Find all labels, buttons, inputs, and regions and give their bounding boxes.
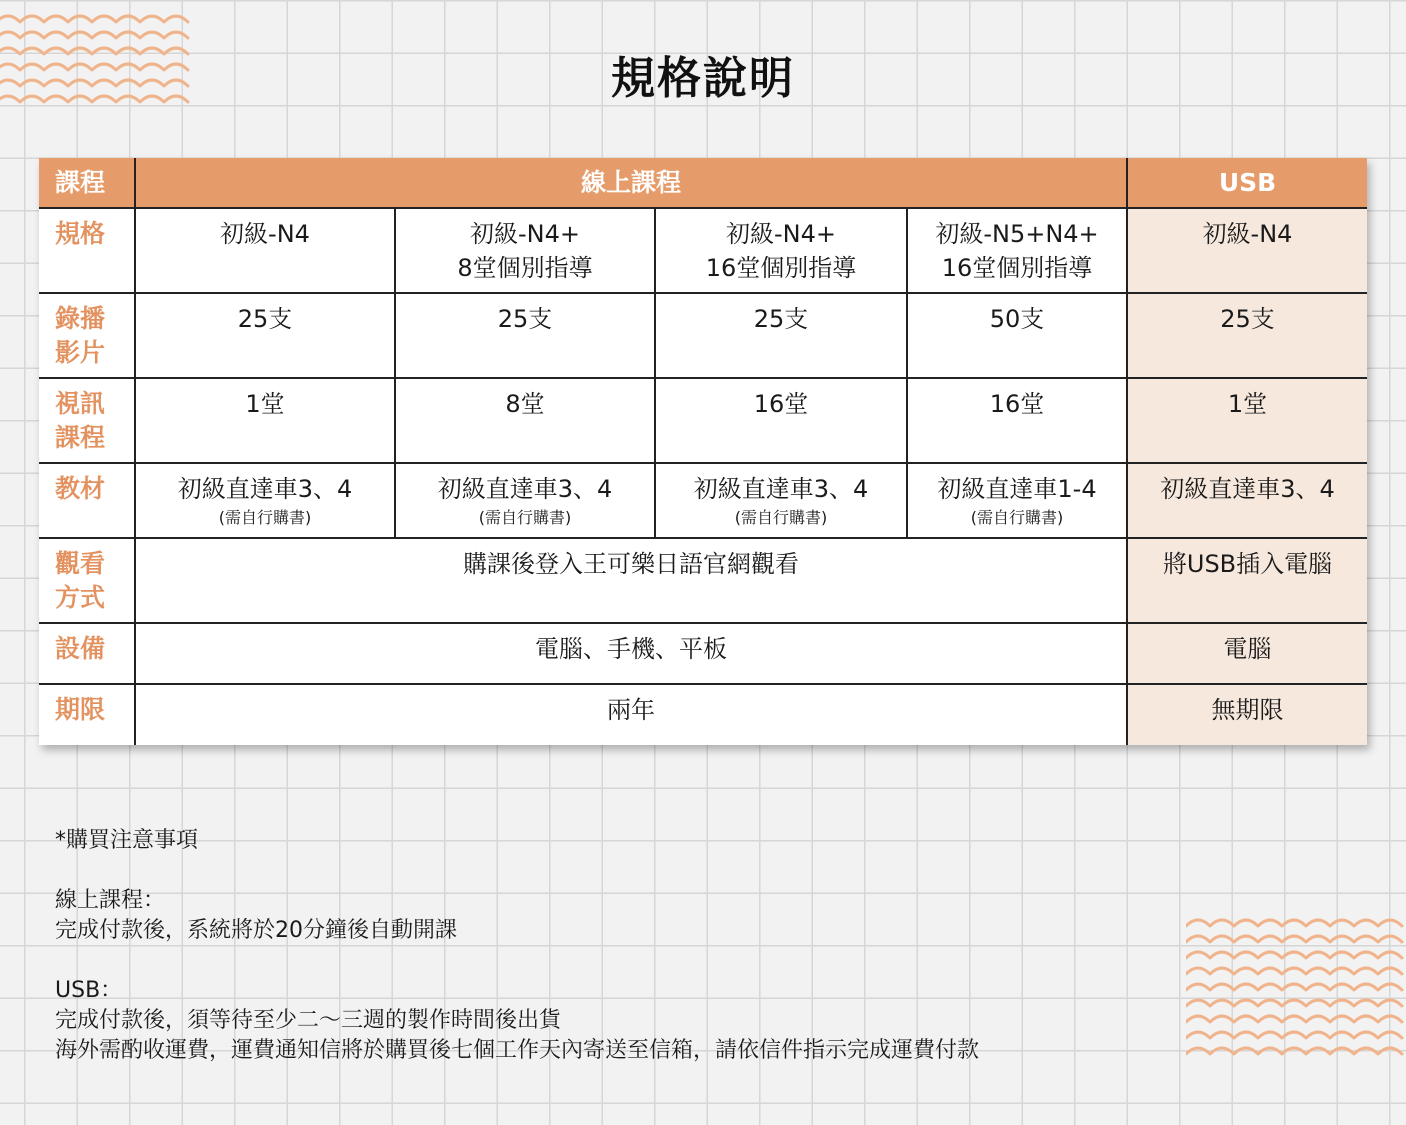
notes-heading: *購買注意事項 <box>55 828 199 853</box>
row-label-live <box>39 378 135 463</box>
cell-material-usb: 初級直達車3、4 <box>1127 463 1367 538</box>
cell-live-c3: 16堂 <box>655 378 907 463</box>
cell-material-c3-title: 初級直達車3、4 <box>693 475 869 503</box>
cell-spec-c2 <box>395 208 655 293</box>
cell-material-c4-title: 初級直達車1-4 <box>937 475 1097 503</box>
row-label-viewing <box>39 538 135 623</box>
cell-spec-c4 <box>907 208 1127 293</box>
cell-material-c3 <box>655 463 907 538</box>
notes-online-line: 完成付款後，系統將於20分鐘後自動開課 <box>55 918 457 943</box>
notes-usb-line1: 完成付款後，須等待至少二～三週的製作時間後出貨 <box>55 1008 562 1033</box>
cell-spec-c3 <box>655 208 907 293</box>
notes-usb-line2: 海外需酌收運費，運費通知信將於購買後七個工作天內寄送至信箱，請依信件指示完成運費付款 <box>55 1038 980 1063</box>
cell-material-c2-note: (需自行購書) <box>478 508 572 527</box>
row-label-viewing-line2: 方式 <box>55 583 106 612</box>
page-title: 規格說明 <box>611 53 795 104</box>
header-online-course: 線上課程 <box>135 158 1127 208</box>
row-video <box>39 293 1367 378</box>
notes-online-title: 線上課程： <box>55 888 166 913</box>
cell-video-c3: 25支 <box>655 293 907 378</box>
row-label-live-line1: 視訊 <box>55 389 106 418</box>
cell-live-usb: 1堂 <box>1127 378 1367 463</box>
cell-live-c2: 8堂 <box>395 378 655 463</box>
cell-material-c1-title: 初級直達車3、4 <box>177 475 353 503</box>
cell-material-c4-note: (需自行購書) <box>970 508 1064 527</box>
cell-spec-c4-line2: 16堂個別指導 <box>941 254 1093 282</box>
cell-viewing-usb: 將USB插入電腦 <box>1127 538 1367 623</box>
row-label-viewing-line1: 觀看 <box>55 549 106 578</box>
cell-spec-c3-line2: 16堂個別指導 <box>705 254 857 282</box>
cell-material-c2 <box>395 463 655 538</box>
cell-live-c4: 16堂 <box>907 378 1127 463</box>
notes-usb-title: USB： <box>55 978 123 1003</box>
cell-video-c1: 25支 <box>135 293 395 378</box>
row-spec <box>39 208 1367 293</box>
cell-device-online: 電腦、手機、平板 <box>135 623 1127 684</box>
cell-live-c1: 1堂 <box>135 378 395 463</box>
cell-video-usb: 25支 <box>1127 293 1367 378</box>
row-label-material: 教材 <box>39 463 135 538</box>
cell-period-online: 兩年 <box>135 684 1127 745</box>
cell-spec-c3-line1: 初級-N4+ <box>726 220 836 248</box>
row-label-live-line2: 課程 <box>55 423 106 452</box>
row-device <box>39 623 1367 684</box>
cell-material-c2-title: 初級直達車3、4 <box>437 475 613 503</box>
row-live <box>39 378 1367 463</box>
row-label-device: 設備 <box>39 623 135 684</box>
header-row <box>39 158 1367 208</box>
row-label-video-line1: 錄播 <box>55 304 106 333</box>
cell-period-usb: 無期限 <box>1127 684 1367 745</box>
row-label-spec: 規格 <box>39 208 135 293</box>
wave-pattern-bottom-right <box>1186 912 1406 1064</box>
cell-video-c4: 50支 <box>907 293 1127 378</box>
row-period <box>39 684 1367 745</box>
row-material <box>39 463 1367 538</box>
row-label-period: 期限 <box>39 684 135 745</box>
cell-material-c1-note: (需自行購書) <box>218 508 312 527</box>
cell-material-c1 <box>135 463 395 538</box>
cell-material-c4 <box>907 463 1127 538</box>
cell-spec-c2-line1: 初級-N4+ <box>470 220 580 248</box>
cell-material-c3-note: (需自行購書) <box>734 508 828 527</box>
header-usb: USB <box>1127 158 1367 208</box>
row-label-video <box>39 293 135 378</box>
cell-spec-usb: 初級-N4 <box>1127 208 1367 293</box>
purchase-notes <box>55 826 979 1066</box>
cell-spec-c2-line2: 8堂個別指導 <box>457 254 593 282</box>
cell-video-c2: 25支 <box>395 293 655 378</box>
row-label-video-line2: 影片 <box>55 338 106 367</box>
header-course: 課程 <box>39 158 135 208</box>
cell-device-usb: 電腦 <box>1127 623 1367 684</box>
cell-spec-c4-line1: 初級-N5+N4+ <box>935 220 1099 248</box>
cell-spec-c1: 初級-N4 <box>135 208 395 293</box>
row-viewing <box>39 538 1367 623</box>
cell-viewing-online: 購課後登入王可樂日語官網觀看 <box>135 538 1127 623</box>
spec-table <box>39 158 1367 745</box>
